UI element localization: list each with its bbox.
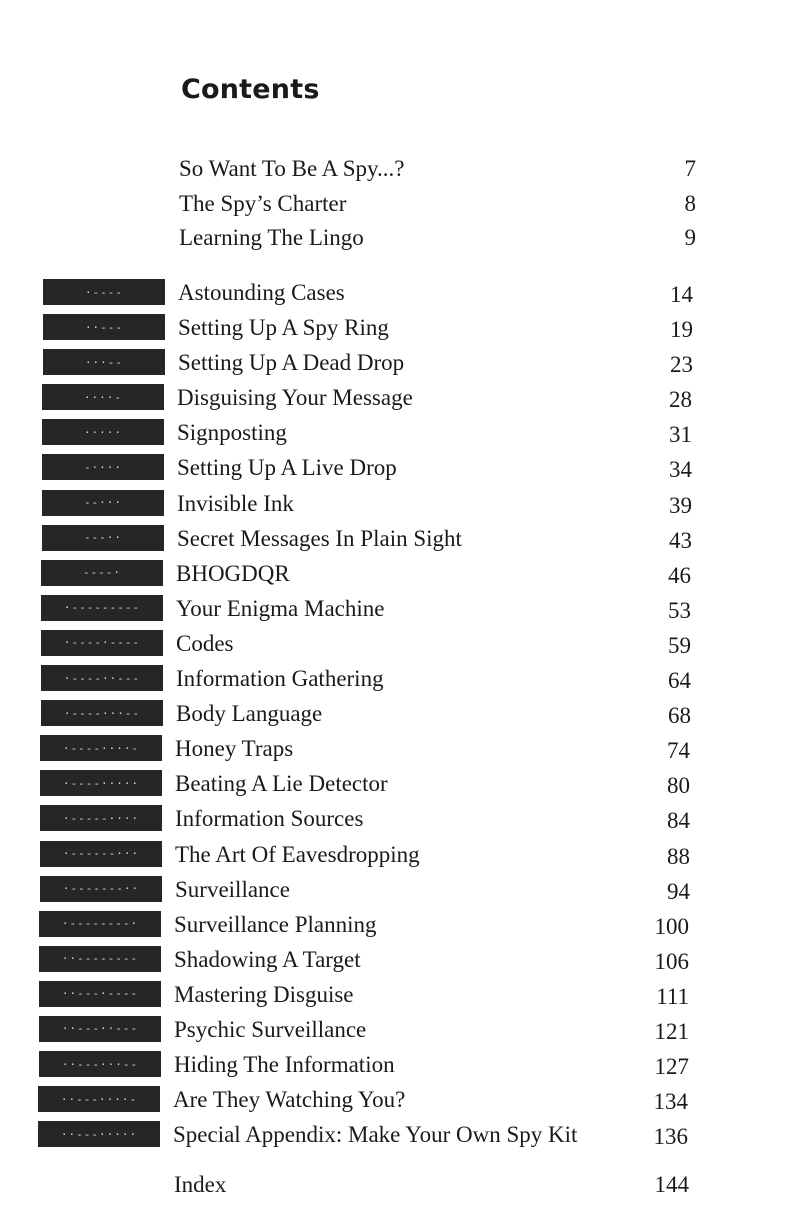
morse-code-bar: ·-----···· xyxy=(40,805,162,831)
toc-entry[interactable] xyxy=(0,731,800,766)
toc-entry[interactable] xyxy=(0,380,800,415)
toc-entry[interactable] xyxy=(0,310,800,345)
morse-code-bar: ··-------- xyxy=(39,946,161,972)
toc-entry[interactable] xyxy=(0,521,800,556)
morse-code-bar: ·----····- xyxy=(40,735,162,761)
entry-title: Are They Watching You? xyxy=(173,1087,406,1113)
toc-entry[interactable] xyxy=(0,626,800,661)
morse-code-bar: ··---···-- xyxy=(39,1051,161,1077)
entry-page: 84 xyxy=(667,808,690,834)
entry-page: 80 xyxy=(667,773,690,799)
toc-entry-index[interactable] xyxy=(174,1172,689,1198)
toc-entry[interactable] xyxy=(0,837,800,872)
entry-title: Setting Up A Dead Drop xyxy=(178,350,405,376)
entry-title: Setting Up A Spy Ring xyxy=(178,315,389,341)
entry-page: 127 xyxy=(654,1054,689,1080)
entry-title: Signposting xyxy=(177,420,287,446)
toc-entry[interactable] xyxy=(0,345,800,380)
morse-code-bar: ··---····· xyxy=(38,1121,160,1147)
entry-title: BHOGDQR xyxy=(176,560,290,586)
toc-entry[interactable] xyxy=(0,556,800,591)
morse-code-bar: ··---····- xyxy=(38,1086,160,1112)
entry-title: Index xyxy=(174,1172,227,1197)
morse-code-bar: ···-- xyxy=(43,349,165,375)
entry-page: 144 xyxy=(654,1172,689,1197)
toc-entry[interactable] xyxy=(0,591,800,626)
morse-code-bar: ·----···-- xyxy=(41,700,163,726)
entry-page: 106 xyxy=(654,948,689,974)
entry-page: 121 xyxy=(654,1018,689,1044)
entry-title: Surveillance Planning xyxy=(174,911,377,937)
entry-page: 9 xyxy=(684,225,696,251)
entry-page: 31 xyxy=(669,422,692,448)
entry-title: Special Appendix: Make Your Own Spy Kit xyxy=(173,1122,578,1148)
page-title: Contents xyxy=(181,74,320,105)
morse-code-bar: ·----··--- xyxy=(41,665,163,691)
entry-page: 68 xyxy=(668,703,691,729)
entry-page: 46 xyxy=(668,562,691,588)
entry-page: 28 xyxy=(669,387,692,413)
entry-title: Body Language xyxy=(176,701,323,727)
morse-code-bar: ··---·---- xyxy=(39,981,161,1007)
entry-title: Hiding The Information xyxy=(174,1052,395,1078)
toc-entry[interactable] xyxy=(0,661,800,696)
entry-title: Mastering Disguise xyxy=(174,981,354,1007)
morse-code-bar: ·----·---- xyxy=(41,630,163,656)
entry-title: Beating A Lie Detector xyxy=(175,771,388,797)
entry-page: 111 xyxy=(656,983,689,1009)
entry-title: The Art Of Eavesdropping xyxy=(175,841,420,867)
entry-page: 64 xyxy=(668,668,691,694)
entry-title: Information Sources xyxy=(175,806,364,832)
entry-page: 134 xyxy=(653,1089,688,1115)
entry-page: 19 xyxy=(670,317,693,343)
entry-page: 100 xyxy=(654,913,689,939)
morse-code-bar: ---·· xyxy=(42,525,164,551)
toc-entry[interactable] xyxy=(179,187,696,222)
toc-entry[interactable] xyxy=(0,907,800,942)
toc-entry[interactable] xyxy=(179,152,696,187)
morse-code-bar: ··---··--- xyxy=(39,1016,161,1042)
entry-page: 53 xyxy=(668,597,691,623)
morse-code-bar: ·--------- xyxy=(41,595,163,621)
entry-page: 8 xyxy=(684,190,696,216)
toc-entry[interactable] xyxy=(0,872,800,907)
toc-entry[interactable] xyxy=(0,696,800,731)
morse-code-bar: ----· xyxy=(41,560,163,586)
entry-page: 39 xyxy=(669,492,692,518)
entry-title: The Spy’s Charter xyxy=(179,190,347,216)
entry-title: Honey Traps xyxy=(175,736,294,762)
entry-title: Disguising Your Message xyxy=(177,385,413,411)
entry-title: Invisible Ink xyxy=(177,490,294,516)
entry-page: 94 xyxy=(667,878,690,904)
entry-page: 43 xyxy=(669,527,692,553)
toc-entry[interactable] xyxy=(0,766,800,801)
entry-title: Psychic Surveillance xyxy=(174,1016,367,1042)
entry-title: Your Enigma Machine xyxy=(176,595,385,621)
morse-code-bar: ····· xyxy=(42,419,164,445)
toc-entry[interactable] xyxy=(0,942,800,977)
entry-page: 23 xyxy=(670,352,693,378)
morse-code-bar: ·------··· xyxy=(40,841,162,867)
entry-page: 88 xyxy=(667,843,690,869)
entry-title: Surveillance xyxy=(175,876,290,902)
toc-entry[interactable] xyxy=(0,275,800,310)
intro-list xyxy=(179,152,696,256)
toc-entry[interactable] xyxy=(0,1117,800,1152)
morse-code-bar: ·---- xyxy=(43,279,165,305)
toc-entry[interactable] xyxy=(0,1047,800,1082)
entry-title: Secret Messages In Plain Sight xyxy=(177,525,462,551)
entry-page: 74 xyxy=(667,738,690,764)
entry-title: So Want To Be A Spy...? xyxy=(179,156,405,182)
toc-entry[interactable] xyxy=(0,450,800,485)
morse-code-bar: --··· xyxy=(42,490,164,516)
toc-entry[interactable] xyxy=(0,1012,800,1047)
entry-title: Codes xyxy=(176,630,234,656)
toc-entry[interactable] xyxy=(179,221,696,256)
morse-code-bar: ·-------·· xyxy=(40,876,162,902)
entry-page: 14 xyxy=(670,282,693,307)
entry-page: 34 xyxy=(669,457,692,483)
entry-page: 59 xyxy=(668,632,691,658)
toc-entry[interactable] xyxy=(0,415,800,450)
entry-title: Shadowing A Target xyxy=(174,946,361,972)
entry-title: Setting Up A Live Drop xyxy=(177,455,397,481)
morse-code-bar: ··--- xyxy=(43,314,165,340)
morse-code-bar: ····- xyxy=(42,384,164,410)
morse-code-bar: -···· xyxy=(42,454,164,480)
entry-page: 136 xyxy=(653,1124,688,1150)
entry-title: Astounding Cases xyxy=(178,280,345,305)
chapter-list xyxy=(0,275,800,1152)
morse-code-bar: ·--------· xyxy=(39,911,161,937)
morse-code-bar: ·----····· xyxy=(40,770,162,796)
toc-entry[interactable] xyxy=(0,801,800,836)
entry-title: Learning The Lingo xyxy=(179,225,364,251)
entry-page: 7 xyxy=(684,156,696,182)
toc-entry[interactable] xyxy=(0,1082,800,1117)
entry-title: Information Gathering xyxy=(176,666,384,692)
toc-entry[interactable] xyxy=(0,486,800,521)
toc-entry[interactable] xyxy=(0,977,800,1012)
